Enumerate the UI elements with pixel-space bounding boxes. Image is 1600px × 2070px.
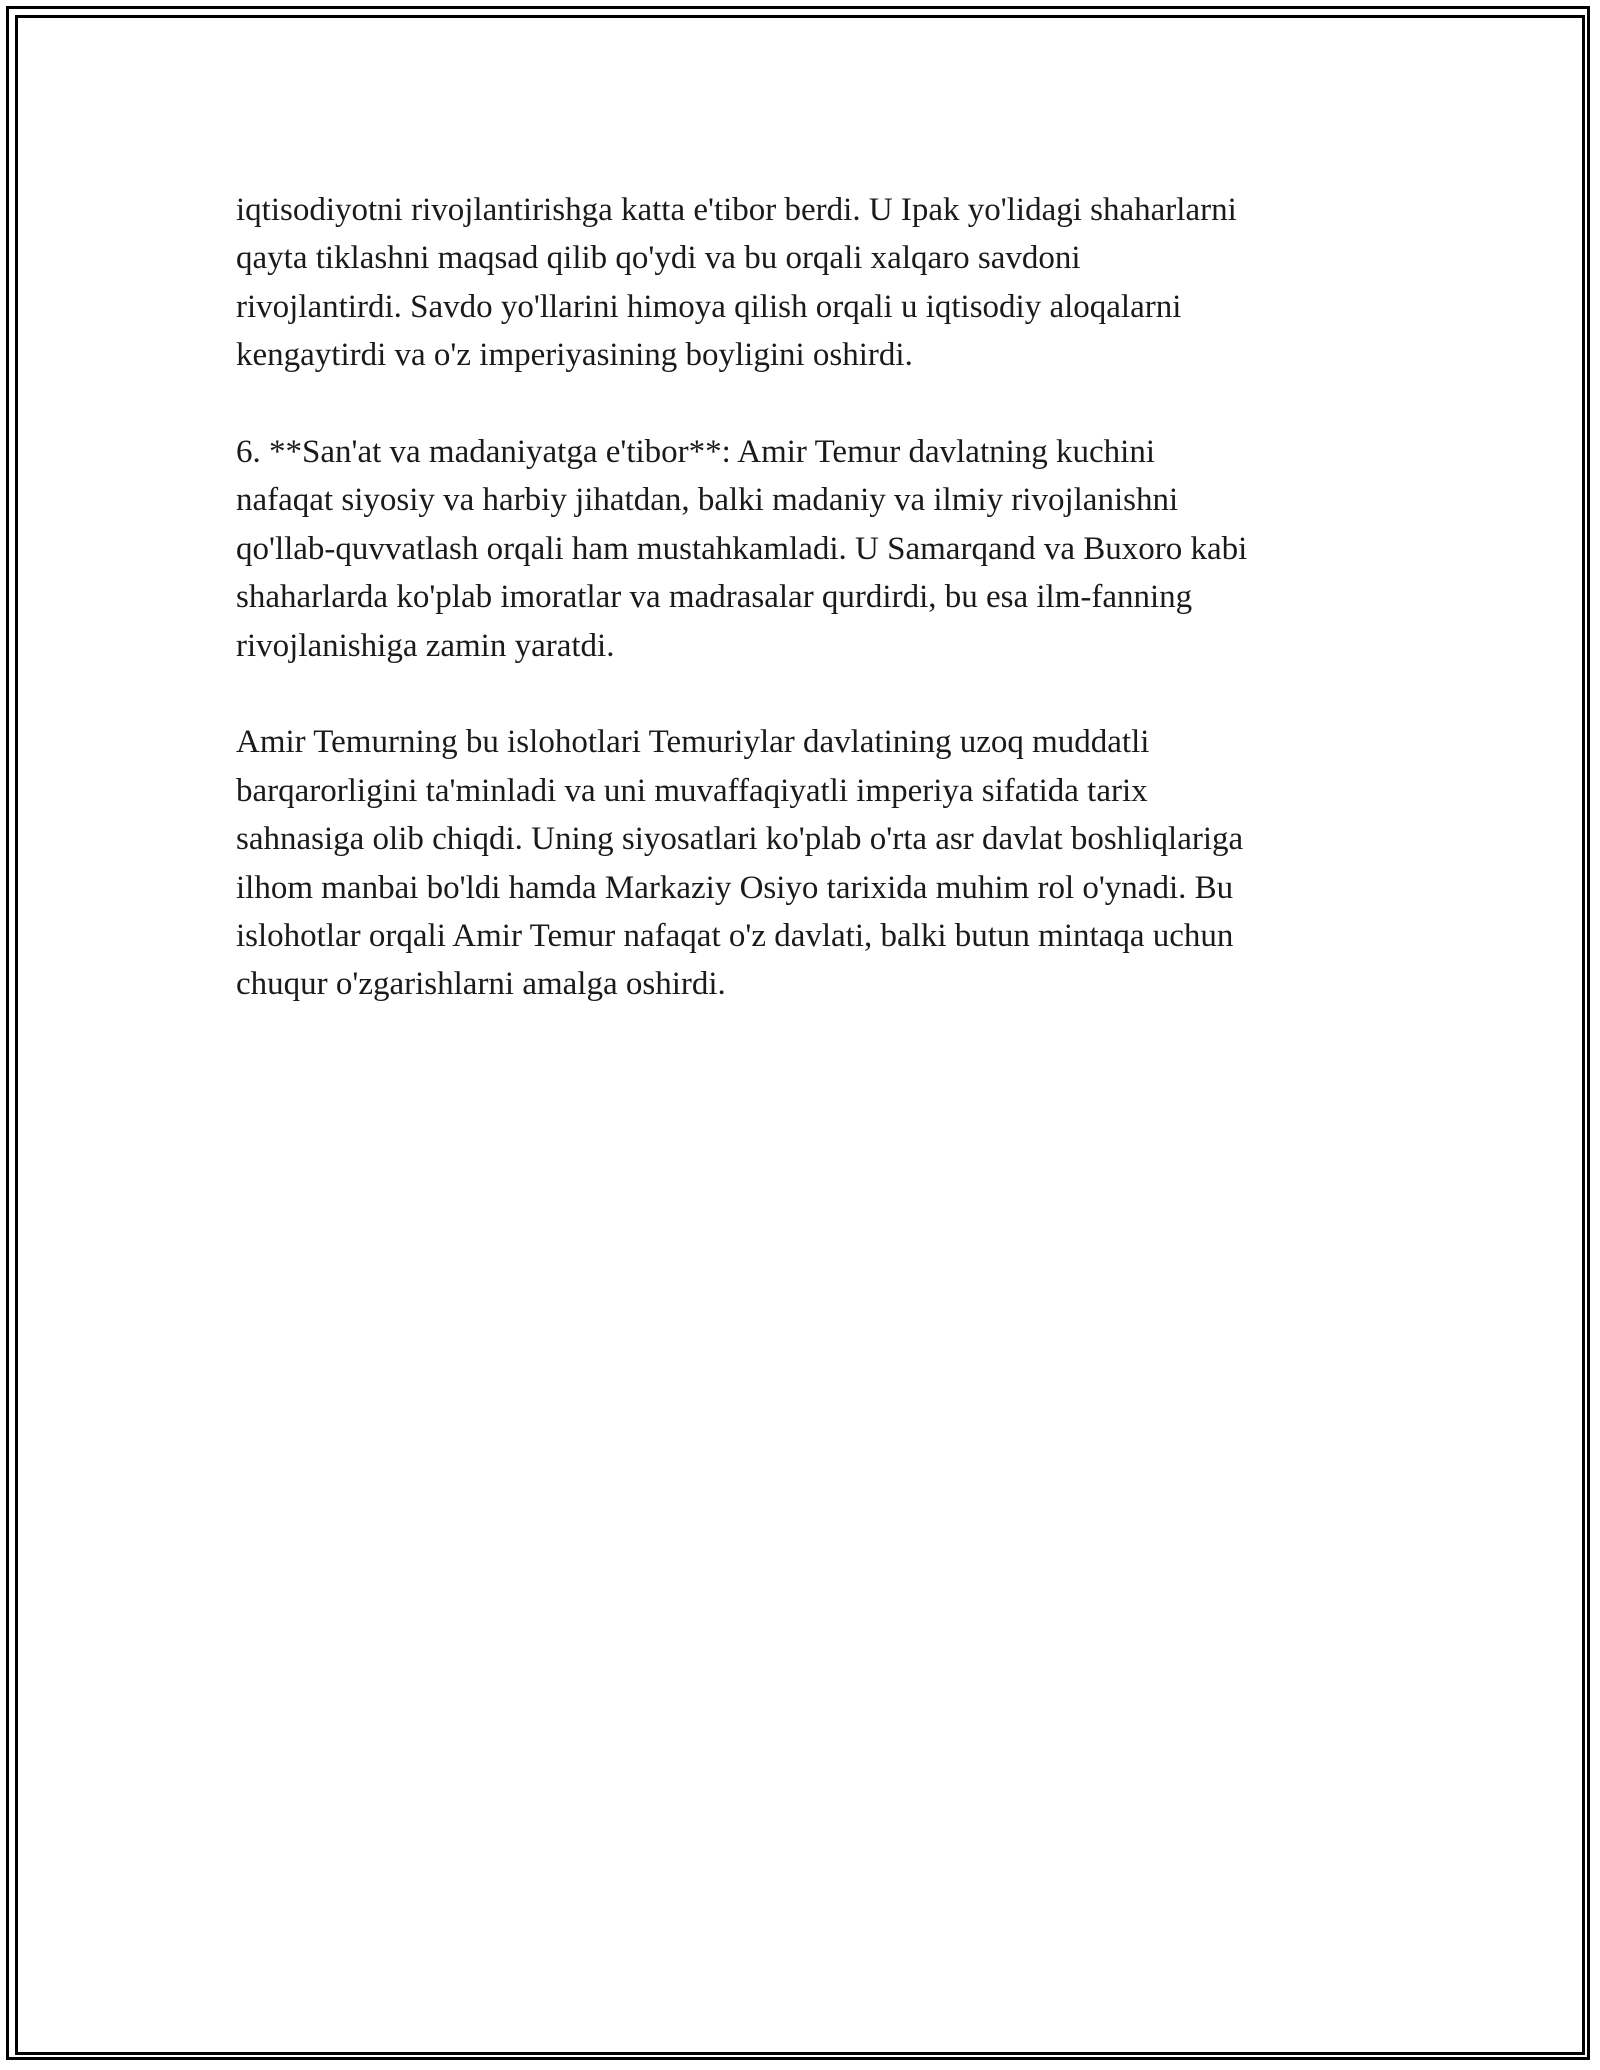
text-line: qo'llab-quvvatlash orqali ham mustahkamladi. U Samarqand va Buxoro kabi: [236, 530, 1248, 567]
text-line: iqtisodiyotni rivojlantirishga katta e'tibor berdi. U Ipak yo'lidagi shaharlarni: [236, 192, 1237, 228]
text-line: barqarorligini ta'minladi va uni muvaffaqiyatli imperiya sifatida tarix: [236, 772, 1148, 809]
text-line: sahnasiga olib chiqdi. Uning siyosatlari ko'plab o'rta asr davlat boshliqlariga: [236, 821, 1244, 858]
text-line: 6. **San'at va madaniyatga e'tibor**: Amir Temur davlatning kuchini: [236, 434, 1156, 471]
text-line: nafaqat siyosiy va harbiy jihatdan, balki madaniy va ilmiy rivojlanishni: [236, 482, 1179, 519]
text-line: ilhom manbai bo'ldi hamda Markaziy Osiyo tarixida muhim rol o'ynadi. Bu: [236, 869, 1234, 906]
document-body: [236, 186, 1366, 1057]
text-line: Amir Temurning bu islohotlari Temuriylar davlatining uzoq muddatli: [236, 724, 1150, 761]
text-line: rivojlantirdi. Savdo yo'llarini himoya qilish orqali u iqtisodiy aloqalarni: [236, 288, 1182, 325]
paragraph-art-culture: [236, 428, 1366, 670]
text-line: rivojlanishiga zamin yaratdi.: [236, 627, 615, 664]
paragraph-conclusion: [236, 718, 1366, 1008]
text-line: qayta tiklashni maqsad qilib qo'ydi va bu orqali xalqaro savdoni: [236, 240, 1081, 277]
paragraph-economy: [236, 186, 1366, 380]
text-line: islohotlar orqali Amir Temur nafaqat o'z davlati, balki butun mintaqa uchun: [236, 918, 1234, 955]
text-line: chuqur o'zgarishlarni amalga oshirdi.: [236, 966, 726, 1003]
text-line: shaharlarda ko'plab imoratlar va madrasalar qurdirdi, bu esa ilm-fanning: [236, 579, 1193, 616]
text-line: kengaytirdi va o'z imperiyasining boyligini oshirdi.: [236, 337, 913, 374]
